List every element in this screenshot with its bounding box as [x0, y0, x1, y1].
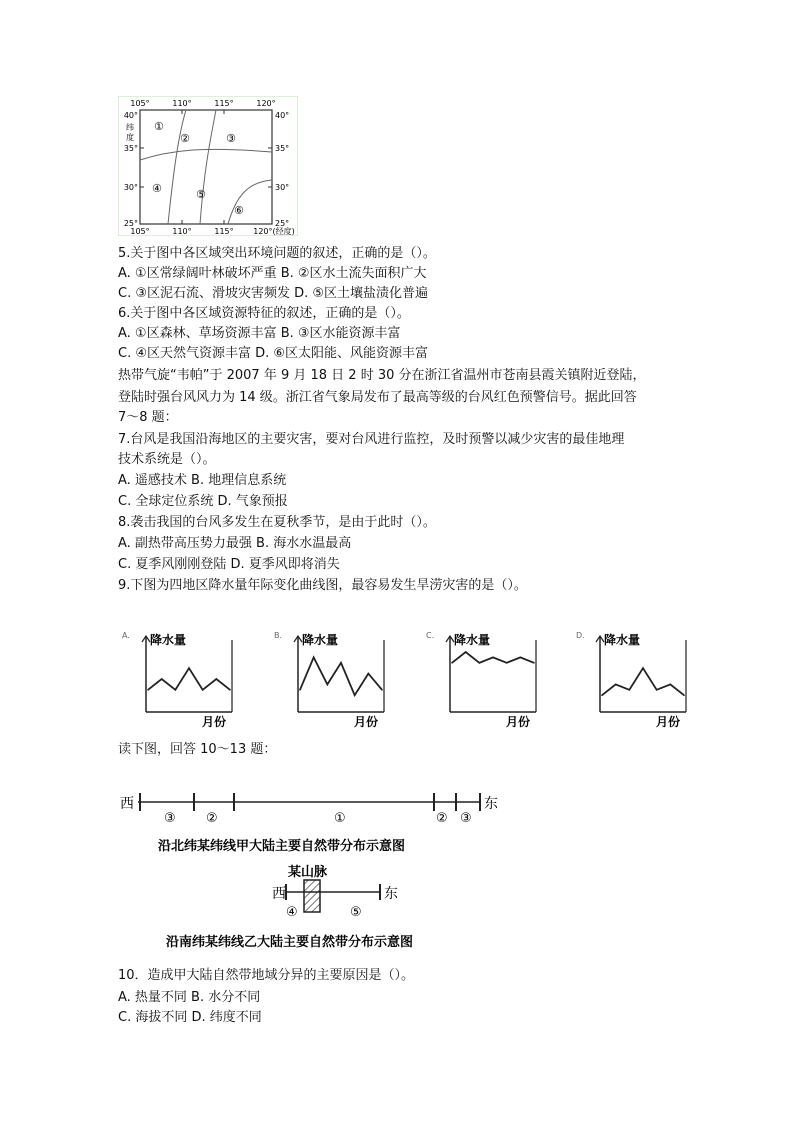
lon-label-top: 110°	[172, 99, 192, 108]
natural-zone-diagram	[118, 780, 538, 960]
region-label: ①	[154, 120, 164, 133]
q6-stem: 6.关于图中各区域资源特征的叙述，正确的是（）。	[118, 306, 410, 321]
precip-point	[629, 689, 631, 691]
precip-chart	[120, 628, 240, 728]
q10-stem: 10．造成甲大陆自然带地域分异的主要原因是（）。	[118, 968, 415, 983]
precip-point	[313, 657, 315, 659]
precip-point	[229, 689, 231, 691]
precip-point	[188, 667, 190, 669]
zone-label: ④	[286, 905, 298, 920]
precip-point	[533, 662, 535, 664]
x-axis-label: 月份	[202, 715, 227, 728]
chart-letter: D.	[576, 631, 585, 640]
q5-stem: 5.关于图中各区域突出环境问题的叙述，正确的是（）。	[118, 246, 436, 261]
precip-point	[216, 678, 218, 680]
precip-chart	[574, 628, 694, 728]
precip-chart	[272, 628, 392, 728]
lat-label-right: 35°	[275, 144, 290, 153]
zone-label: ②	[206, 811, 218, 826]
precip-point	[340, 662, 342, 664]
east-label: 东	[484, 796, 498, 812]
precip-point	[161, 678, 163, 680]
region-label: ③	[226, 132, 236, 145]
zone-label: ①	[334, 811, 346, 826]
q10-options-ab: A. 热量不同 B. 水分不同	[118, 990, 261, 1005]
precip-point	[601, 694, 603, 696]
lon-label-top: 105°	[130, 99, 150, 108]
precip-point	[451, 662, 453, 664]
precip-point	[381, 689, 383, 691]
lon-label-top: 115°	[214, 99, 234, 108]
q7-options-ab: A. 遥感技术 B. 地理信息系统	[118, 473, 287, 488]
lat-label-left: 25°	[123, 219, 138, 228]
precip-point	[479, 662, 481, 664]
y-axis-label: 降水量	[302, 633, 339, 647]
precip-series-line	[148, 668, 230, 690]
q6-options-ab: A. ①区森林、草场资源丰富 B. ③区水能资源丰富	[118, 326, 401, 341]
passage-line: 登陆时强台风风力为 14 级。浙江省气象局发布了最高等级的台风红色预警信号。据此回答	[118, 390, 637, 405]
lon-label-bottom: 105°	[130, 227, 150, 236]
q7-stem: 7.台风是我国沿海地区的主要灾害，要对台风进行监控，及时预警以减少灾害的最佳地理	[118, 432, 625, 447]
lat-label-right: 40°	[275, 111, 290, 120]
region-label: ⑤	[196, 188, 206, 201]
lon-label-bottom: 115°	[214, 227, 234, 236]
q8-options-ab: A. 副热带高压势力最强 B. 海水水温最高	[118, 536, 352, 551]
precip-point	[354, 694, 356, 696]
precip-point	[327, 684, 329, 686]
precip-series-line	[602, 668, 684, 695]
q8-stem: 8.袭击我国的台风多发生在夏秋季节，是由于此时（）。	[118, 515, 436, 530]
q6-options-cd: C. ④区天然气资源丰富 D. ⑥区太阳能、风能资源丰富	[118, 346, 429, 361]
precip-point	[670, 684, 672, 686]
lat-axis-title: 度	[126, 133, 134, 142]
mountain-label: 某山脉	[288, 865, 328, 880]
lat-label-right: 30°	[275, 183, 290, 192]
precip-chart	[424, 628, 544, 728]
precip-point	[368, 673, 370, 675]
precip-point	[520, 657, 522, 659]
region-map-figure	[118, 96, 298, 236]
passage-line: 热带气旋“韦帕”于 2007 年 9 月 18 日 2 时 30 分在浙江省温州市苍南县霞关镇附近登陆，	[118, 368, 646, 383]
chart-letter: B.	[274, 631, 283, 640]
lon-label-top: 120°	[256, 99, 276, 108]
region-label: ④	[152, 182, 162, 195]
west-label: 西	[272, 886, 286, 902]
zone-label: ⑤	[350, 905, 362, 920]
west-label: 西	[120, 796, 134, 812]
q7-options-cd: C. 全球定位系统 D. 气象预报	[118, 494, 288, 509]
chart-letter: C.	[426, 631, 435, 640]
precip-point	[175, 689, 177, 691]
zone-label: ③	[164, 811, 176, 826]
precip-point	[656, 689, 658, 691]
lat-label-right: 25°	[275, 219, 290, 228]
q10-options-cd: C. 海拔不同 D. 纬度不同	[118, 1010, 262, 1025]
precip-point	[492, 657, 494, 659]
q9-stem: 9.下图为四地区降水量年际变化曲线图，最容易发生旱涝灾害的是（）。	[118, 578, 527, 593]
intro-10-13: 读下图，回答 10～13 题：	[118, 742, 277, 757]
zone-label: ②	[436, 811, 448, 826]
y-axis-label: 降水量	[454, 633, 491, 647]
precip-point	[299, 689, 301, 691]
x-axis-label: 月份	[354, 715, 379, 728]
y-axis-label: 降水量	[604, 633, 641, 647]
precip-point	[465, 651, 467, 653]
q5-options-cd: C. ③区泥石流、滑坡灾害频发 D. ⑤区土壤盐渍化普遍	[118, 286, 429, 301]
lon-label-bottom: 110°	[172, 227, 192, 236]
region-label: ⑥	[234, 204, 244, 217]
lon-label-bottom: 120°(经度)	[253, 227, 295, 236]
top-caption: 沿北纬某纬线甲大陆主要自然带分布示意图	[158, 839, 406, 854]
mountain-range	[304, 880, 320, 912]
chart-letter: A.	[122, 631, 130, 640]
precip-point	[615, 684, 617, 686]
bottom-caption: 沿南纬某纬线乙大陆主要自然带分布示意图	[166, 935, 414, 950]
zone-label: ③	[460, 811, 472, 826]
x-axis-label: 月份	[656, 715, 681, 728]
q5-options-ab: A. ①区常绿阔叶林破坏严重 B. ②区水土流失面积广大	[118, 266, 427, 281]
precip-point	[202, 689, 204, 691]
precip-point	[683, 694, 685, 696]
region-label: ②	[180, 132, 190, 145]
lat-label-left: 30°	[123, 183, 138, 192]
x-axis-label: 月份	[506, 715, 531, 728]
east-label: 东	[384, 886, 398, 902]
lat-label-left: 35°	[123, 144, 138, 153]
y-axis-label: 降水量	[150, 633, 187, 647]
precip-point	[506, 662, 508, 664]
precip-point	[147, 689, 149, 691]
q7-stem: 技术系统是（）。	[118, 452, 216, 467]
q8-options-cd: C. 夏季风刚刚登陆 D. 夏季风即将消失	[118, 557, 340, 572]
lat-label-left: 40°	[123, 111, 138, 120]
lat-axis-title: 纬	[126, 123, 134, 132]
passage-line: 7～8 题：	[118, 410, 178, 425]
precip-point	[642, 667, 644, 669]
region-map	[118, 96, 298, 236]
